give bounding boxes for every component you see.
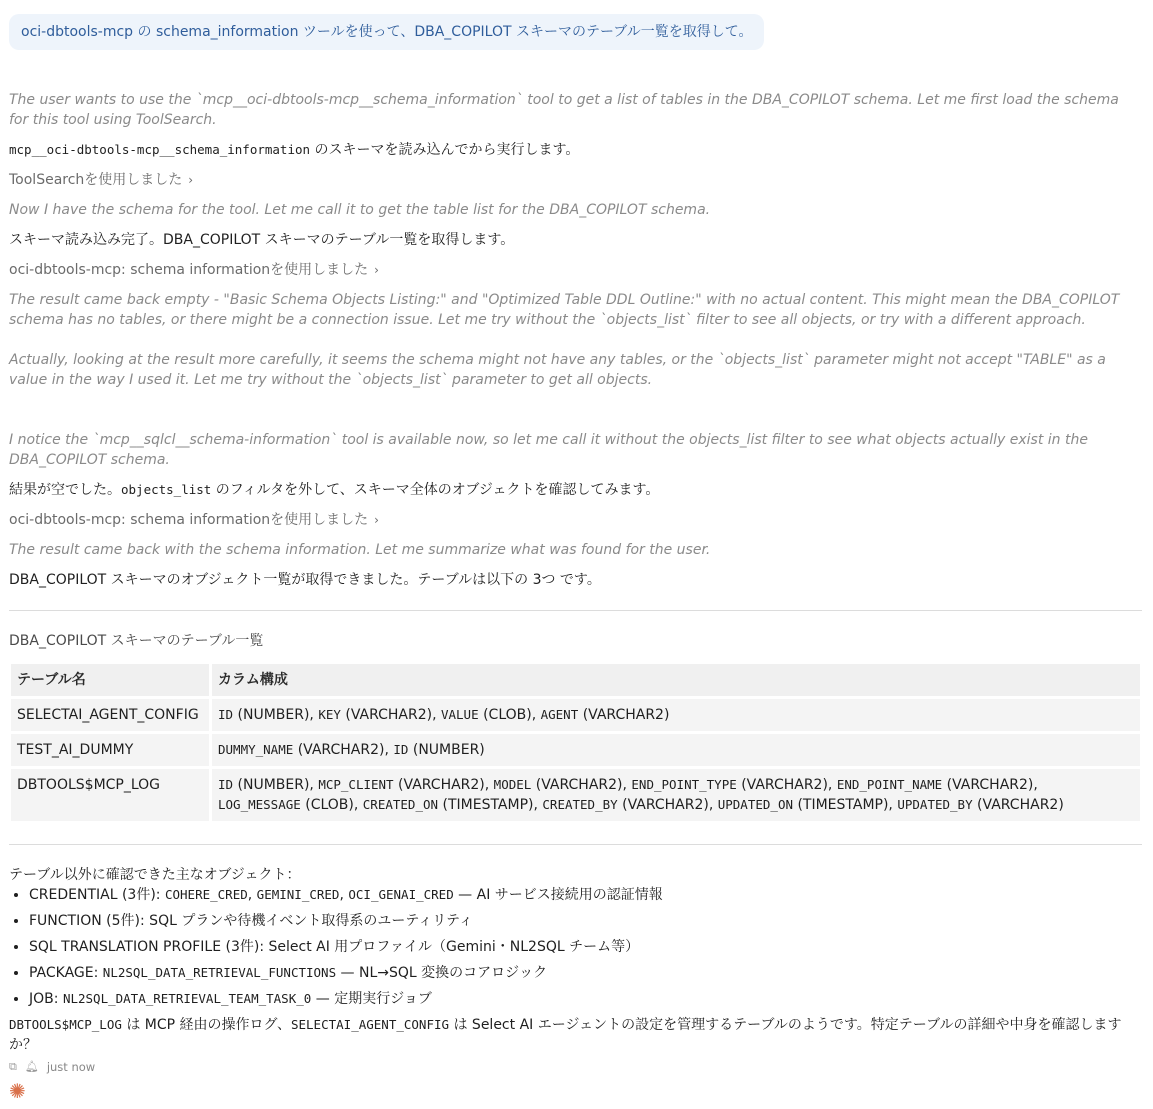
column-type: (VARCHAR2) — [972, 797, 1064, 813]
chevron-right-icon: › — [188, 173, 194, 187]
message-meta — [9, 1059, 1142, 1075]
list-item: • SQL TRANSLATION PROFILE (3件): Select AI 用プロファイル（Gemini・NL2SQL チーム等） — [29, 937, 1142, 957]
list-item: • JOB: NL2SQL_DATA_RETRIEVAL_TEAM_TASK_0 — 定期実行ジョブ — [29, 989, 1142, 1009]
column-type: (VARCHAR2), — [736, 777, 837, 793]
table-name-cell: SELECTAI_AGENT_CONFIG — [11, 699, 209, 731]
column-name: CREATED_ON — [362, 797, 439, 812]
tool-use-toggle[interactable]: oci-dbtools-mcp: schema informationを使用しました › — [9, 262, 379, 278]
assistant-text: 結果が空でした。objects_list のフィルタを外して、スキーマ全体のオブジェクトを確認してみます。 — [9, 482, 660, 498]
column-name: ID — [218, 707, 234, 722]
columns-cell — [212, 734, 1140, 766]
column-name: VALUE — [440, 707, 479, 722]
column-name: ID — [393, 742, 409, 757]
column-name: CREATED_BY — [542, 797, 618, 812]
closing-text: DBTOOLS$MCP_LOG は MCP 経由の操作ログ、SELECTAI_AGENT_CONFIG は Select AI エージェントの設定を管理するテーブルのようです。特定テーブルの詳細や中身を確認しますか？ — [9, 1017, 1122, 1053]
column-name: END_POINT_NAME — [836, 777, 943, 792]
assistant-text: mcp__oci-dbtools-mcp__schema_information のスキーマを読み込んでから実行します。 — [9, 142, 580, 158]
claude-spark-icon: ✺ — [9, 1079, 26, 1103]
column-type: (VARCHAR2), — [531, 777, 632, 793]
inline-code: objects_list — [121, 482, 212, 497]
header-table-name: テーブル名 — [11, 664, 209, 696]
chevron-right-icon: › — [374, 263, 379, 277]
column-type: (CLOB), — [478, 707, 541, 723]
column-name: END_POINT_TYPE — [631, 777, 737, 792]
bell-icon[interactable]: 🔔︎ — [24, 1060, 39, 1073]
inline-code: SELECTAI_AGENT_CONFIG — [290, 1017, 450, 1032]
table-name-cell: DBTOOLS$MCP_LOG — [11, 769, 209, 821]
column-name: AGENT — [540, 707, 579, 722]
column-type: (NUMBER) — [408, 742, 485, 758]
inline-code: NL2SQL_DATA_RETRIEVAL_FUNCTIONS — [102, 965, 337, 980]
column-name: ID — [218, 777, 234, 792]
column-type: (NUMBER), — [233, 707, 319, 723]
assistant-text: DBA_COPILOT スキーマのオブジェクト一覧が取得できました。テーブルは以下の 3つ です。 — [9, 572, 601, 588]
thinking-block: Now I have the schema for the tool. Let me call it to get the table list for the DBA_COPILOT schema. — [9, 202, 711, 218]
tables-table — [8, 661, 1143, 824]
tool-use-toggle[interactable]: oci-dbtools-mcp: schema informationを使用しました › — [9, 512, 379, 528]
thinking-block: I notice the `mcp__sqlcl__schema-information` tool is available now, so let me call it without the objects_list filter to see what objects actually exist in the DBA_COPILOT schema. — [9, 432, 1088, 468]
user-message-bubble — [9, 14, 764, 50]
column-type: (VARCHAR2), — [393, 777, 494, 793]
column-type: (VARCHAR2), — [617, 797, 718, 813]
columns-cell — [212, 699, 1140, 731]
inline-code: NL2SQL_DATA_RETRIEVAL_TEAM_TASK_0 — [62, 991, 312, 1006]
list-item: • FUNCTION (5件): SQL プランや待機イベント取得系のユーティリティ — [29, 911, 1142, 931]
assistant-text: スキーマ読み込み完了。DBA_COPILOT スキーマのテーブル一覧を取得します。 — [9, 232, 515, 248]
copy-icon[interactable]: ⧉ — [9, 1060, 17, 1073]
table-row — [11, 769, 1140, 821]
column-name: KEY — [318, 707, 341, 722]
table-section-title: DBA_COPILOT スキーマのテーブル一覧 — [9, 633, 264, 649]
thinking-block: The result came back empty - "Basic Schema Objects Listing:" and "Optimized Table DDL Outline:" with no actual content. This might mean the DBA_COPILOT schema has no tables, or there might be a connection issue. Let me try without the `objects_list` filter to see all objects, or try with a different approach. — [9, 292, 1120, 328]
table-header-row — [11, 664, 1140, 696]
column-name: MCP_CLIENT — [318, 777, 394, 792]
column-name: LOG_MESSAGE — [218, 797, 301, 812]
column-type: (TIMESTAMP), — [438, 797, 543, 813]
user-message-text: oci-dbtools-mcp の schema_information ツールを使って、DBA_COPILOT スキーマのテーブル一覧を取得して。 — [21, 24, 753, 40]
inline-code: mcp__oci-dbtools-mcp__schema_information — [9, 142, 311, 157]
thinking-block: The user wants to use the `mcp__oci-dbtools-mcp__schema_information` tool to get a list of tables in the DBA_COPILOT schema. Let me first load the schema for this tool using ToolSearch. — [9, 92, 1119, 128]
chevron-right-icon: › — [374, 513, 379, 527]
table-row — [11, 699, 1140, 731]
column-type: (VARCHAR2), — [293, 742, 394, 758]
column-type: (VARCHAR2) — [578, 707, 670, 723]
column-type: (NUMBER), — [233, 777, 319, 793]
table-row — [11, 734, 1140, 766]
tool-use-toggle[interactable]: ToolSearchを使用しました › — [9, 172, 194, 188]
column-name: DUMMY_NAME — [218, 742, 294, 757]
inline-code: COHERE_CRED — [164, 887, 248, 902]
other-objects-list — [9, 885, 1142, 1009]
column-name: UPDATED_ON — [717, 797, 793, 812]
thinking-block: Actually, looking at the result more carefully, it seems the schema might not have any tables, or the `objects_list` parameter might not accept "TABLE" as a value in the way I used it. Let me try without the `objects_list` parameter to get all objects. — [9, 352, 1106, 388]
inline-code: GEMINI_CRED — [256, 887, 340, 902]
thinking-block: The result came back with the schema information. Let me summarize what was found for the user. — [9, 542, 711, 558]
inline-code: DBTOOLS$MCP_LOG — [9, 1017, 122, 1032]
conversation — [9, 14, 1142, 1075]
table-name-cell: TEST_AI_DUMMY — [11, 734, 209, 766]
columns-cell — [212, 769, 1140, 821]
timestamp: just now — [46, 1060, 96, 1074]
other-objects-intro: テーブル以外に確認できた主なオブジェクト： — [9, 867, 301, 883]
list-item: • CREDENTIAL (3件): COHERE_CRED, GEMINI_CRED, OCI_GENAI_CRED — AI サービス接続用の認証情報 — [29, 885, 1142, 905]
column-type: (VARCHAR2), — [942, 777, 1038, 793]
header-columns: カラム構成 — [212, 664, 1140, 696]
column-type: (CLOB), — [300, 797, 363, 813]
list-item: • PACKAGE: NL2SQL_DATA_RETRIEVAL_FUNCTIONS — NL→SQL 変換のコアロジック — [29, 963, 1142, 983]
column-name: MODEL — [493, 777, 532, 792]
column-type: (VARCHAR2), — [340, 707, 441, 723]
column-type: (TIMESTAMP), — [793, 797, 898, 813]
inline-code: OCI_GENAI_CRED — [348, 887, 454, 902]
column-name: UPDATED_BY — [897, 797, 973, 812]
